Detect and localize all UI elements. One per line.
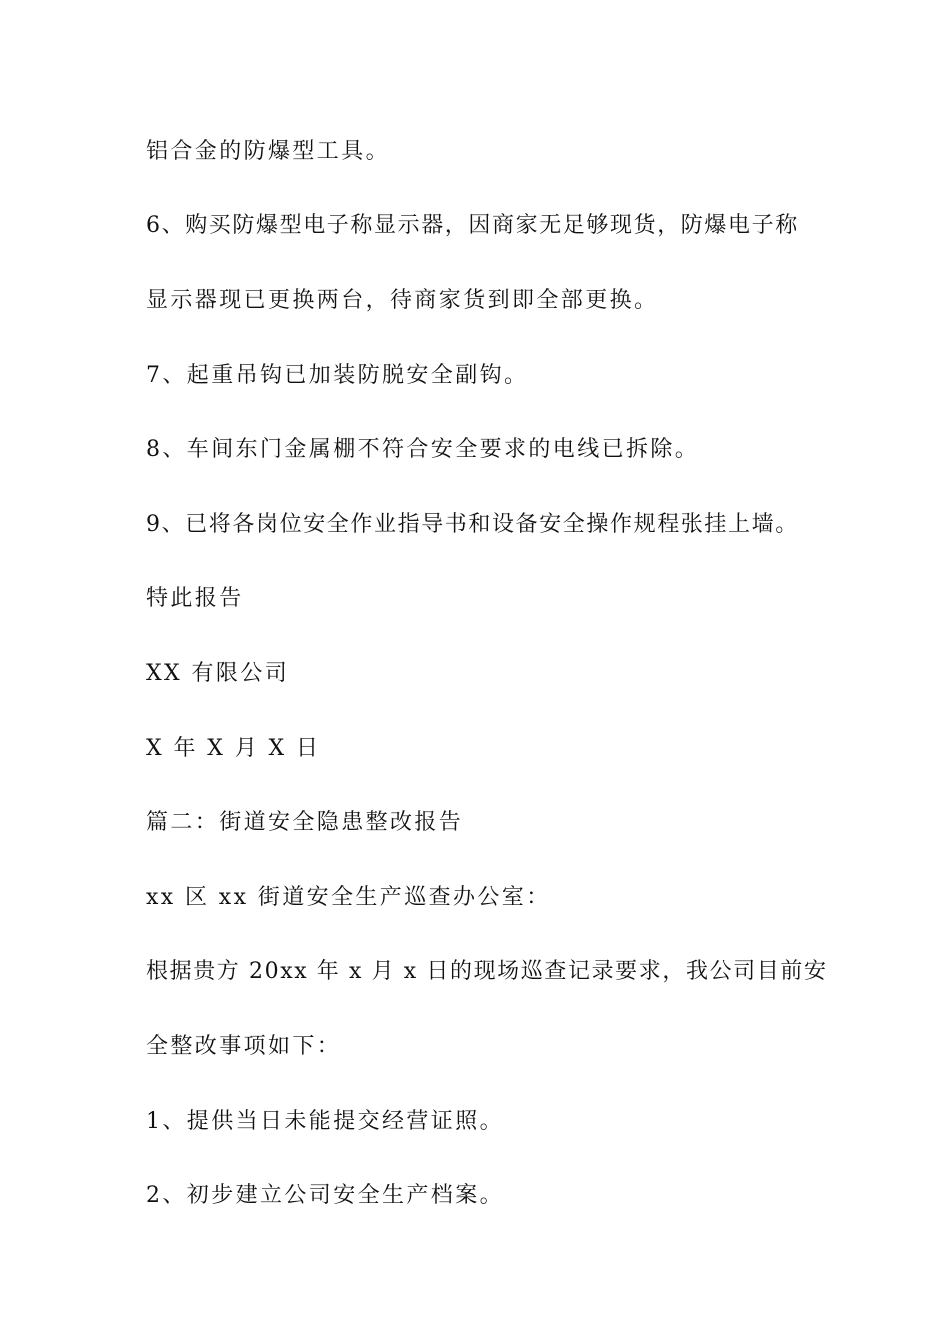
text-line: 8、车间东门金属棚不符合安全要求的电线已拆除。 — [146, 437, 700, 462]
text-line: 2、初步建立公司安全生产档案。 — [146, 1183, 504, 1208]
text-line: 7、起重吊钩已加装防脱安全副钩。 — [146, 363, 529, 388]
closing-text: 特此报告 — [146, 586, 244, 611]
addressee: xx 区 xx 街道安全生产巡查办公室： — [146, 885, 551, 910]
date-line: X 年 X 月 X 日 — [146, 736, 321, 761]
company-name: XX 有限公司 — [146, 661, 290, 686]
text-line: 1、提供当日未能提交经营证照。 — [146, 1109, 504, 1134]
text-line: 9、已将各岗位安全作业指导书和设备安全操作规程张挂上墙。 — [146, 512, 799, 537]
text-line: 铝合金的防爆型工具。 — [146, 139, 391, 164]
text-line: 根据贵方 20xx 年 x 月 x 日的现场巡查记录要求，我公司目前安 — [146, 959, 828, 984]
section-heading: 篇二：街道安全隐患整改报告 — [146, 810, 464, 835]
text-line: 全整改事项如下： — [146, 1034, 342, 1059]
text-line: 显示器现已更换两台，待商家货到即全部更换。 — [146, 288, 659, 313]
text-line: 6、购买防爆型电子称显示器，因商家无足够现货，防爆电子称 — [146, 213, 799, 238]
